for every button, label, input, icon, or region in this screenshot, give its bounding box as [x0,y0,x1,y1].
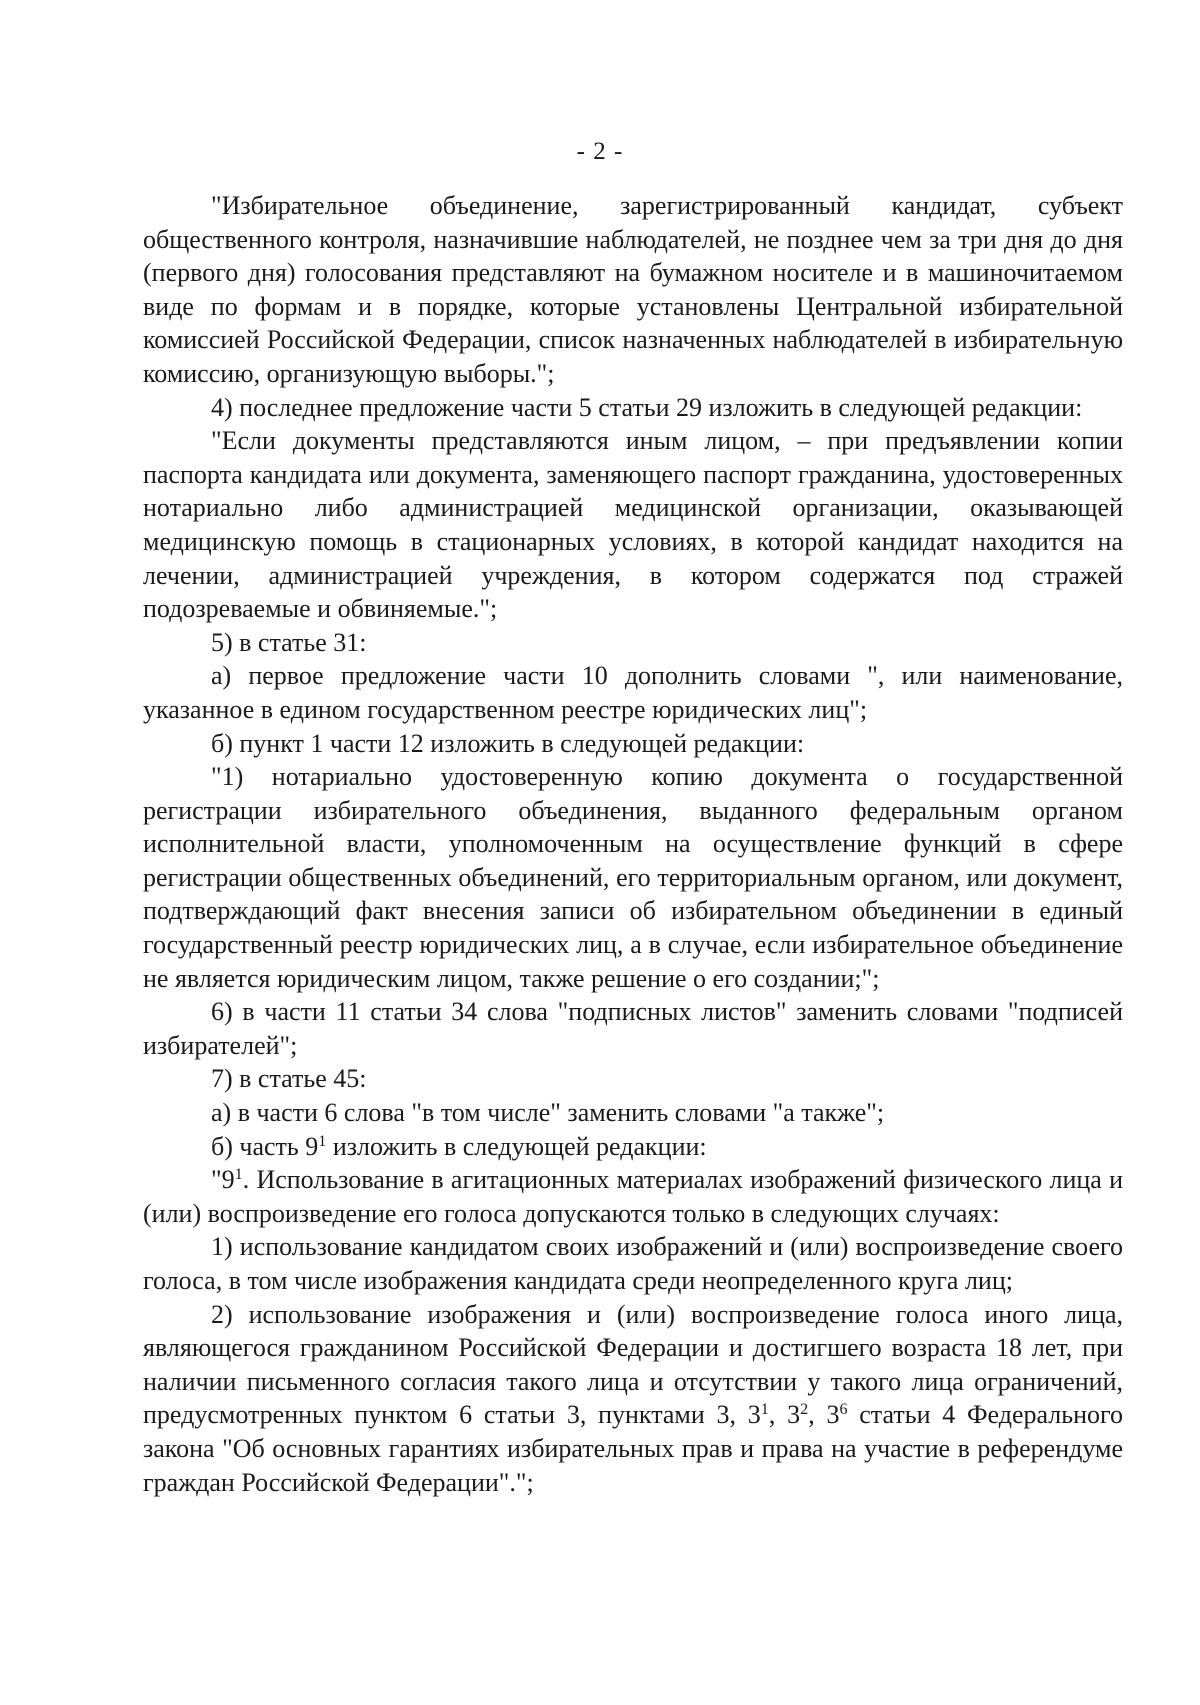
paragraph: 4) последнее предложение части 5 статьи 29 изложить в следующей редакции: [211,392,1083,422]
paragraph: а) первое предложение части 10 дополнить словами ", или наименование, указанное в едином государственном реестре юридических лиц"; [143,661,1123,724]
paragraph: "Избирательное объединение, зарегистрированный кандидат, субъект общественного контроля, назначившие наблюдателей, не позднее чем за три дня до дня (первого дня) голосования представляют на бумажном носителе и в машиночитаемом виде по формам и в порядке, которые установлены Центральной избирательной комиссией Российской Федерации, список назначенных наблюдателей в избирательную комиссию, организующую выборы."; [143,191,1123,388]
paragraph: 1) использование кандидатом своих изображений и (или) воспроизведение своего голоса, в том числе изображения кандидата среди неопределенного круга лиц; [143,1232,1123,1295]
paragraph: б) часть $9^1$ изложить в следующей редакции: [211,1131,707,1161]
page-number: - 2 - [576,138,624,165]
paragraph: 2) использование изображения и (или) воспроизведение голоса иного лица, являющегося гражданином Российской Федерации и достигшего возраста 18 лет, при наличии письменного согласия такого лица и отсутствии у такого лица ограничений, предусмотренных пунктом 6 статьи 3, пунктами 3, $3^1$, $3^2$, $3^6$ статьи 4 Федерального закона "Об основных гарантиях избирательных прав и права на участие в референдуме граждан Российской Федерации"."; [143,1299,1124,1497]
body-text [143,189,1123,1499]
paragraph: 7) в статье 45: [211,1064,367,1094]
paragraph: "Если документы представляются иным лицом, – при предъявлении копии паспорта кандидата или документа, заменяющего паспорт гражданина, удостоверенных нотариально либо администрацией медицинской организации, оказывающей медицинскую помощь в стационарных условиях, в которой кандидат находится на лечении, администрацией учреждения, в котором содержатся под стражей подозреваемые и обвиняемые."; [143,426,1123,624]
paragraph: а) в части 6 слова "в том числе" заменить словами "а также"; [211,1098,885,1128]
paragraph: б) пункт 1 части 12 изложить в следующей редакции: [211,728,805,758]
paragraph: "1) нотариально удостоверенную копию документа о государственной регистрации избирательного объединения, выданного федеральным органом исполнительной власти, уполномоченным на осуществление функций в сфере регистрации общественных объединений, его территориальным органом, или документ, подтверждающий факт внесения записи об избирательном объединении в единый государственный реестр юридических лиц, а в случае, если избирательное объединение не является юридическим лицом, также решение о его создании;"; [143,762,1123,993]
paragraph: 5) в статье 31: [211,627,367,657]
paragraph: "$9^1$. Использование в агитационных материалах изображений физического лица и (или) воспроизведение его голоса допускаются только в следующих случаях: [143,1165,1123,1228]
paragraph: 6) в части 11 статьи 34 слова "подписных листов" заменить словами "подписей избирателей"; [143,997,1123,1060]
